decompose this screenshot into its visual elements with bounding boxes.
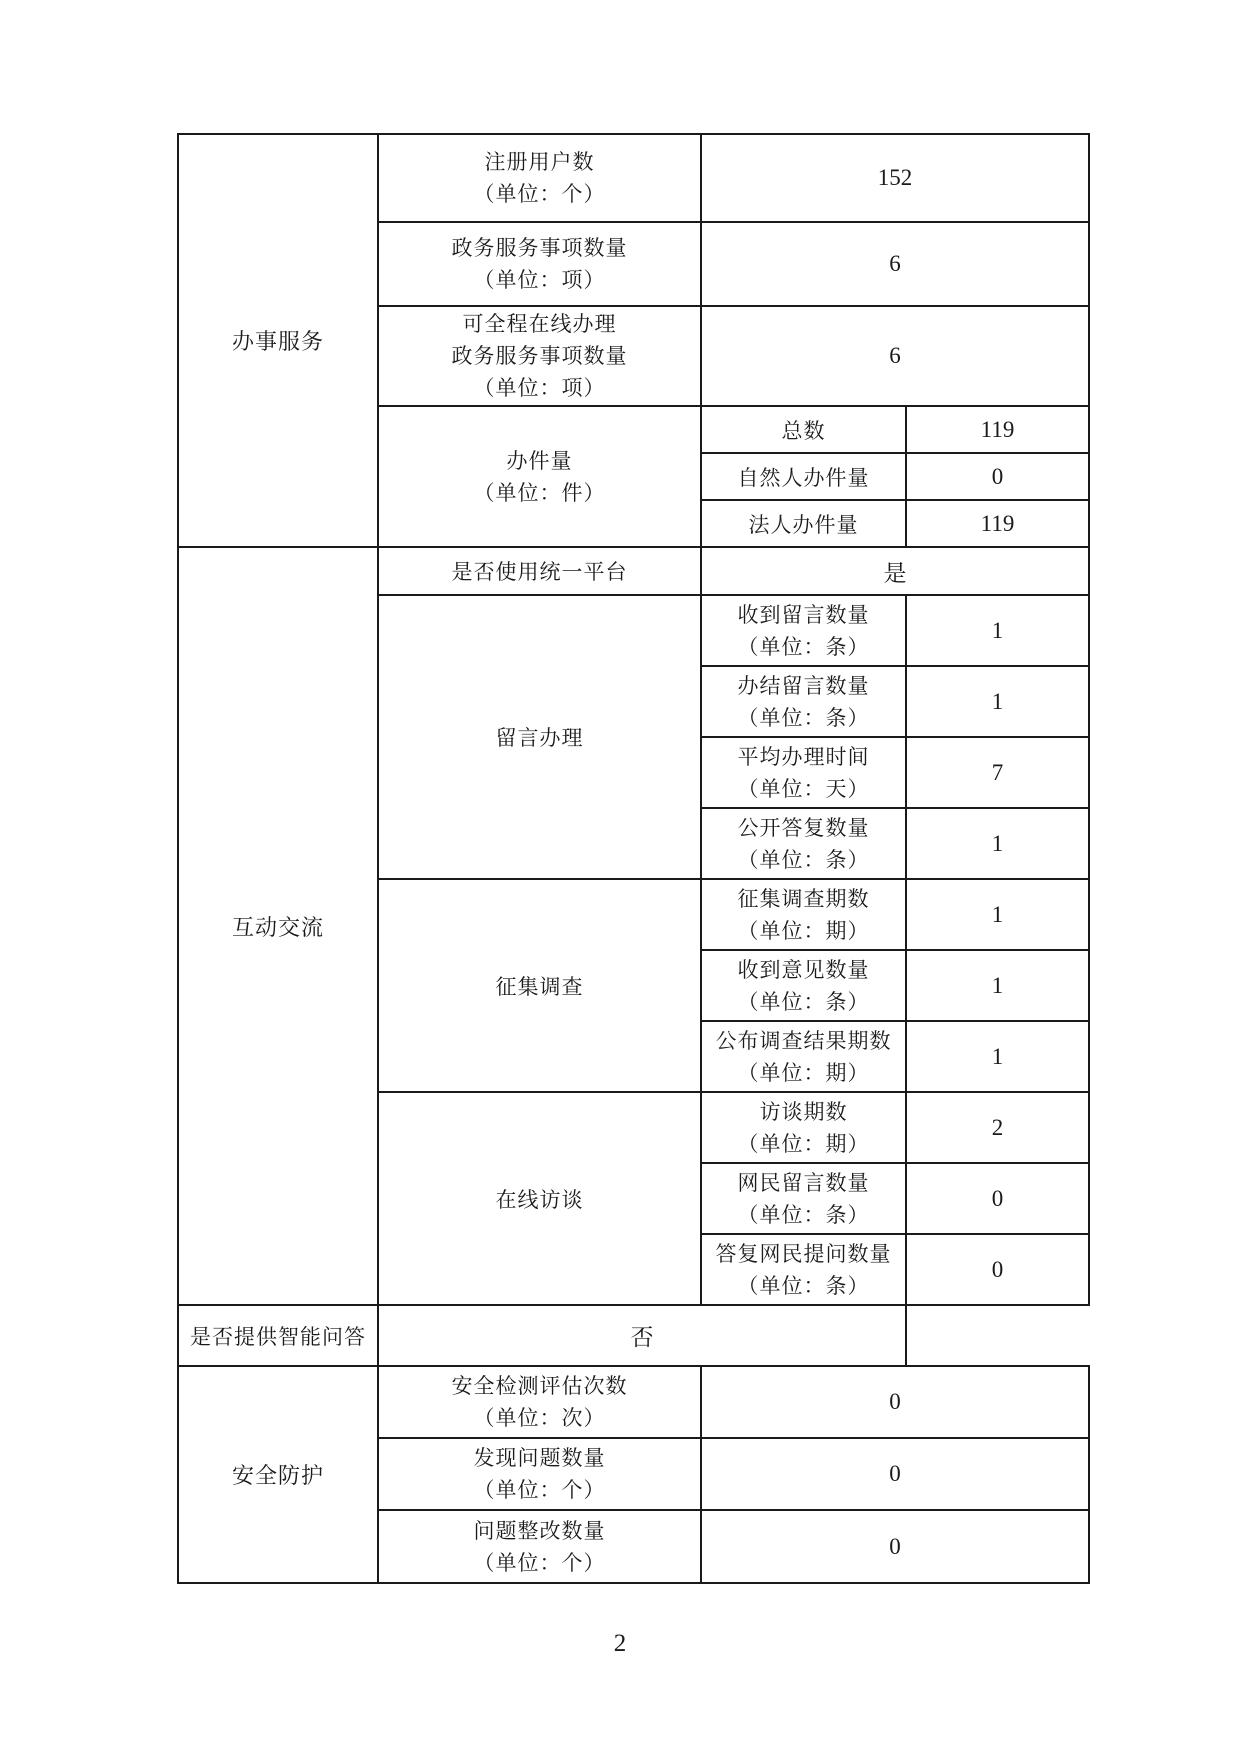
sublabel-cell: 总数 [701, 406, 906, 453]
label-cell: 是否提供智能问答 [178, 1305, 378, 1366]
sublabel-cell [701, 950, 906, 1021]
page-number: 2 [613, 1630, 627, 1657]
value-cell: 0 [906, 1163, 1089, 1234]
group-cell-online-interview: 在线访谈 [378, 1092, 701, 1305]
value-cell: 1 [906, 950, 1089, 1021]
row-label: 办结留言数量 [737, 673, 870, 698]
sublabel-cell [701, 1234, 906, 1305]
row-unit: （单位：个） [473, 1478, 606, 1502]
value-cell: 0 [906, 453, 1089, 500]
row-unit: （单位：天） [737, 776, 870, 801]
table-row [178, 1366, 1089, 1438]
table-row [178, 1305, 1089, 1366]
value-cell: 2 [906, 1092, 1089, 1163]
row-label: 办件量 [506, 448, 573, 473]
label-cell-case-volume [378, 406, 701, 547]
row-label: 收到意见数量 [737, 957, 870, 982]
sublabel-cell: 自然人办件量 [701, 453, 906, 500]
row-label: 政务服务事项数量 [451, 236, 628, 260]
value-cell: 0 [906, 1234, 1089, 1305]
label-cell [378, 1510, 701, 1583]
sublabel-cell [701, 808, 906, 879]
row-label: 公布调查结果期数 [715, 1028, 892, 1053]
value-cell: 1 [906, 1021, 1089, 1092]
category-cell-interaction: 互动交流 [178, 547, 378, 1305]
label-cell [378, 222, 701, 306]
row-label: 可全程在线办理 [462, 312, 617, 336]
label-cell [378, 1366, 701, 1438]
value-cell: 1 [906, 808, 1089, 879]
table-row [178, 134, 1089, 222]
row-unit: （单位：个） [473, 182, 606, 206]
row-label: 公开答复数量 [737, 815, 870, 840]
row-unit: （单位：项） [473, 376, 606, 400]
value-cell: 6 [701, 306, 1089, 406]
annual-report-table [177, 133, 1090, 1584]
label-cell [378, 134, 701, 222]
row-unit: （单位：期） [737, 918, 870, 943]
label-cell: 是否使用统一平台 [378, 547, 701, 595]
row-label: 政务服务事项数量 [451, 344, 628, 368]
row-label: 访谈期数 [759, 1099, 848, 1124]
value-cell: 1 [906, 595, 1089, 666]
row-label: 安全检测评估次数 [451, 1374, 628, 1398]
row-unit: （单位：个） [473, 1550, 606, 1575]
sublabel-cell [701, 1021, 906, 1092]
value-cell: 152 [701, 134, 1089, 222]
row-unit: （单位：条） [737, 1273, 870, 1298]
row-unit: （单位：条） [737, 989, 870, 1014]
value-cell: 1 [906, 879, 1089, 950]
sublabel-cell [701, 595, 906, 666]
label-cell [378, 306, 701, 406]
category-cell-service: 办事服务 [178, 134, 378, 547]
value-cell: 0 [701, 1366, 1089, 1438]
value-cell: 7 [906, 737, 1089, 808]
row-unit: （单位：条） [737, 847, 870, 872]
category-cell-security: 安全防护 [178, 1366, 378, 1583]
row-unit: （单位：条） [737, 1202, 870, 1227]
row-label: 征集调查期数 [737, 886, 870, 911]
value-cell: 119 [906, 500, 1089, 547]
row-unit: （单位：项） [473, 268, 606, 292]
value-cell: 119 [906, 406, 1089, 453]
sublabel-cell [701, 1092, 906, 1163]
value-cell: 1 [906, 666, 1089, 737]
label-cell [378, 1438, 701, 1510]
sublabel-cell [701, 879, 906, 950]
row-label: 问题整改数量 [473, 1518, 606, 1543]
row-unit: （单位：期） [737, 1060, 870, 1085]
row-unit: （单位：次） [473, 1406, 606, 1430]
row-unit: （单位：条） [737, 705, 870, 730]
value-cell: 否 [378, 1305, 906, 1366]
sublabel-cell: 法人办件量 [701, 500, 906, 547]
sublabel-cell [701, 737, 906, 808]
row-label: 发现问题数量 [473, 1446, 606, 1470]
row-unit: （单位：期） [737, 1131, 870, 1156]
row-label: 收到留言数量 [737, 602, 870, 627]
row-label: 网民留言数量 [737, 1170, 870, 1195]
sublabel-cell [701, 666, 906, 737]
value-cell: 是 [701, 547, 1089, 595]
sublabel-cell [701, 1163, 906, 1234]
row-label: 平均办理时间 [737, 744, 870, 769]
row-label: 注册用户数 [484, 150, 595, 174]
row-label: 答复网民提问数量 [715, 1241, 892, 1266]
table-row [178, 547, 1089, 595]
value-cell: 0 [701, 1438, 1089, 1510]
group-cell-survey: 征集调查 [378, 879, 701, 1092]
row-unit: （单位：件） [473, 480, 606, 505]
value-cell: 6 [701, 222, 1089, 306]
group-cell-message-handling: 留言办理 [378, 595, 701, 879]
row-unit: （单位：条） [737, 634, 870, 659]
value-cell: 0 [701, 1510, 1089, 1583]
